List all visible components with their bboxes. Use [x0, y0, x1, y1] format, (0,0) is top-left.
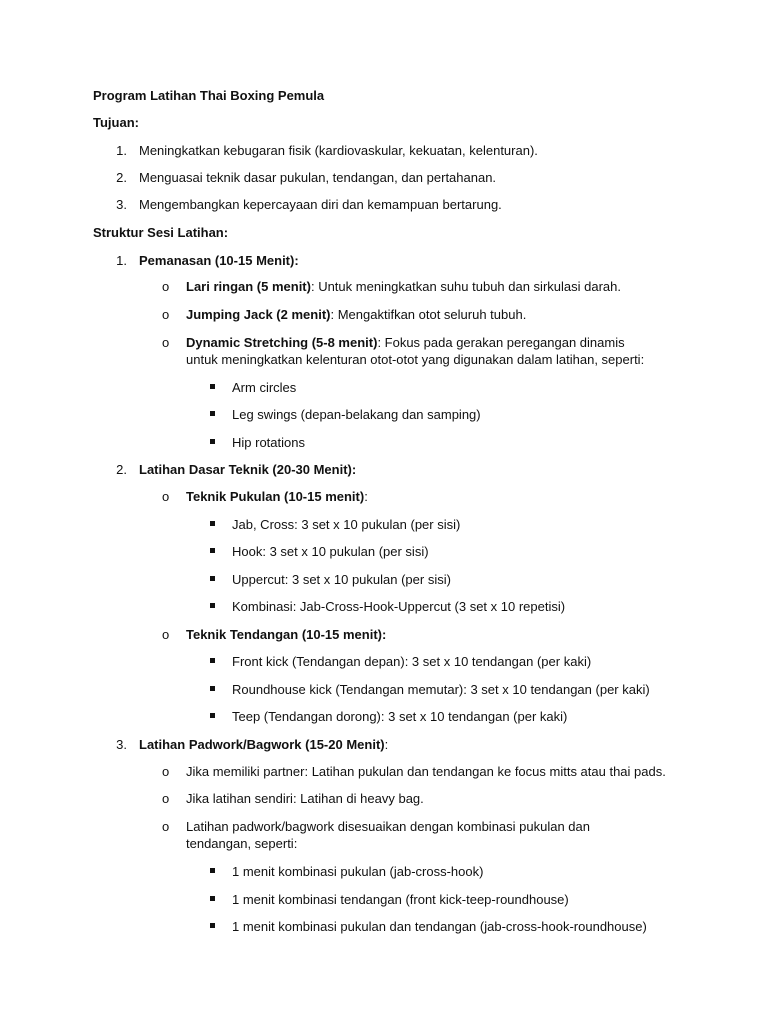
list-item: Latihan padwork/bagwork disesuaikan dengan kombinasi pukulan dan tendangan, seperti:: [186, 819, 590, 851]
list-item: Hook: 3 set x 10 pukulan (per sisi): [232, 544, 429, 559]
list-item: Menguasai teknik dasar pukulan, tendangan, dan pertahanan.: [139, 170, 497, 185]
circle-bullet-icon: o: [162, 791, 170, 806]
square-bullet-icon: [210, 923, 215, 928]
circle-bullet-icon: o: [162, 307, 170, 322]
list-item: Arm circles: [232, 380, 297, 395]
list-item: Front kick (Tendangan depan): 3 set x 10 tendangan (per kaki): [232, 654, 592, 669]
circle-bullet-icon: o: [162, 489, 170, 504]
square-bullet-icon: [210, 521, 215, 526]
square-bullet-icon: [210, 868, 215, 873]
list-item: Roundhouse kick (Tendangan memutar): 3 set x 10 tendangan (per kaki): [232, 682, 650, 697]
struktur-heading: Struktur Sesi Latihan:: [93, 225, 229, 240]
document-title: Program Latihan Thai Boxing Pemula: [93, 88, 325, 103]
circle-bullet-icon: o: [162, 335, 170, 350]
list-item: Jumping Jack (2 menit): Mengaktifkan otot seluruh tubuh.: [186, 307, 527, 322]
list-item: Jika memiliki partner: Latihan pukulan dan tendangan ke focus mitts atau thai pads.: [186, 764, 666, 779]
square-bullet-icon: [210, 658, 215, 663]
list-item: Lari ringan (5 menit): Untuk meningkatkan suhu tubuh dan sirkulasi darah.: [186, 279, 621, 294]
section-title-pemanasan: Pemanasan (10-15 Menit):: [139, 253, 299, 268]
list-number: 2.: [116, 462, 127, 477]
tujuan-heading: Tujuan:: [93, 115, 139, 130]
circle-bullet-icon: o: [162, 279, 170, 294]
square-bullet-icon: [210, 439, 215, 444]
list-item: Teep (Tendangan dorong): 3 set x 10 tendangan (per kaki): [232, 709, 568, 724]
subsection-title-tendangan: Teknik Tendangan (10-15 menit):: [186, 627, 387, 642]
list-item: 1 menit kombinasi tendangan (front kick-teep-roundhouse): [232, 892, 569, 907]
section-title-padwork: Latihan Padwork/Bagwork (15-20 Menit):: [139, 737, 389, 752]
list-number: 1.: [116, 143, 127, 158]
list-item: Leg swings (depan-belakang dan samping): [232, 407, 481, 422]
circle-bullet-icon: o: [162, 819, 170, 834]
list-item: Hip rotations: [232, 435, 305, 450]
square-bullet-icon: [210, 576, 215, 581]
subsection-title-pukulan: Teknik Pukulan (10-15 menit):: [186, 489, 368, 504]
list-item: Meningkatkan kebugaran fisik (kardiovaskular, kekuatan, kelenturan).: [139, 143, 538, 158]
list-item: 1 menit kombinasi pukulan dan tendangan (jab-cross-hook-roundhouse): [232, 919, 647, 934]
list-item: Mengembangkan kepercayaan diri dan kemampuan bertarung.: [139, 197, 502, 212]
square-bullet-icon: [210, 686, 215, 691]
list-item: Kombinasi: Jab-Cross-Hook-Uppercut (3 set x 10 repetisi): [232, 599, 566, 614]
square-bullet-icon: [210, 411, 215, 416]
section-title-latihan-dasar: Latihan Dasar Teknik (20-30 Menit):: [139, 462, 357, 477]
list-number: 3.: [116, 197, 127, 212]
circle-bullet-icon: o: [162, 627, 170, 642]
list-number: 2.: [116, 170, 127, 185]
square-bullet-icon: [210, 713, 215, 718]
list-number: 3.: [116, 737, 127, 752]
square-bullet-icon: [210, 384, 215, 389]
square-bullet-icon: [210, 603, 215, 608]
list-item: Uppercut: 3 set x 10 pukulan (per sisi): [232, 572, 451, 587]
list-item: 1 menit kombinasi pukulan (jab-cross-hook): [232, 864, 484, 879]
list-item: Dynamic Stretching (5-8 menit): Fokus pada gerakan peregangan dinamis untuk meningkatkan kelenturan otot-otot yang digunakan dalam latihan, seperti:: [186, 335, 645, 367]
list-item: Jab, Cross: 3 set x 10 pukulan (per sisi): [232, 517, 461, 532]
circle-bullet-icon: o: [162, 764, 170, 779]
square-bullet-icon: [210, 896, 215, 901]
square-bullet-icon: [210, 548, 215, 553]
list-number: 1.: [116, 253, 127, 268]
list-item: Jika latihan sendiri: Latihan di heavy bag.: [186, 791, 424, 806]
